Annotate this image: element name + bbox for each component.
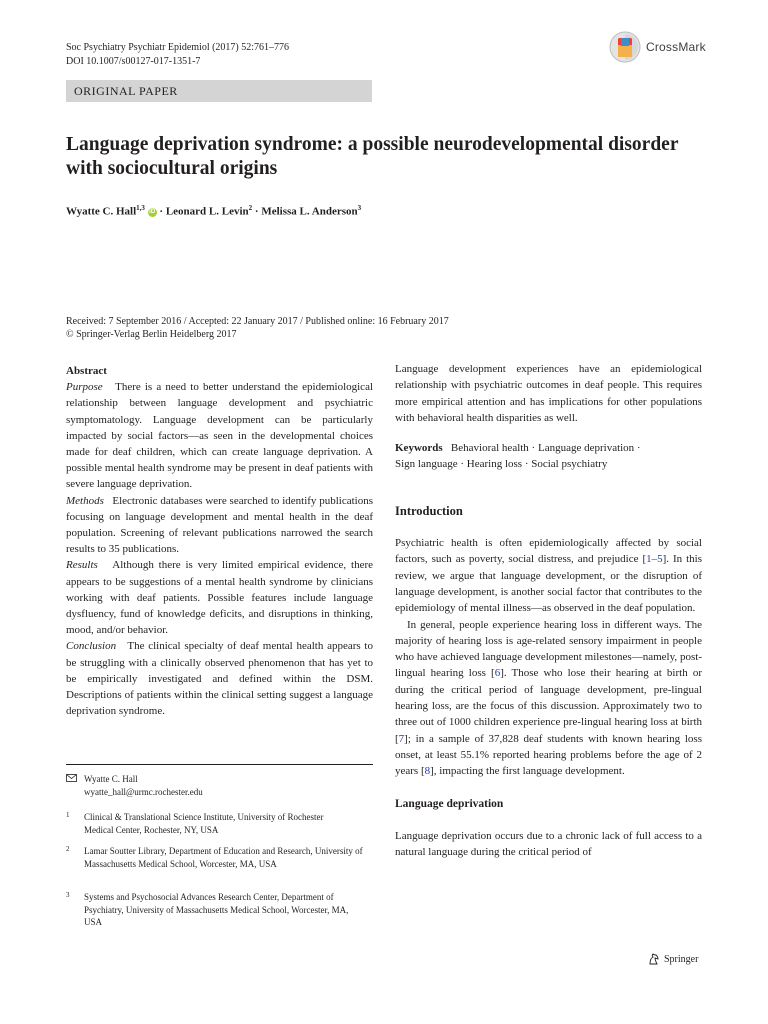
crossmark-icon xyxy=(609,31,641,63)
citation-link[interactable]: 7 xyxy=(398,732,405,745)
publisher-name: Springer xyxy=(664,953,699,965)
correspondence-email[interactable]: wyatte_hall@urmc.rochester.edu xyxy=(84,786,203,797)
affiliation-marker: 3 xyxy=(357,204,362,212)
text-run: ]; in a sample of 37,828 deaf students with known hearing loss onset, at least 55.1% reported hearing problems before the age of 2 years [ xyxy=(395,732,702,778)
affiliation-marker: 2 xyxy=(248,204,253,212)
paper-type-banner xyxy=(66,80,372,102)
results-text: Although there is very limited empirical evidence, there appears to be suggestions of a mental health syndrome by clinicians working with deaf patients. Possible features include language dysfluency, fund of knowledge deficits, and disruptions in thinking, mood, and/or behavior. xyxy=(66,559,373,637)
conclusion-label: Conclusion xyxy=(66,640,117,653)
affiliation-marker: 1,3 xyxy=(136,204,145,212)
envelope-icon xyxy=(66,774,77,782)
language-deprivation-paragraph: Language deprivation occurs due to a chronic lack of full access to a natural language during the critical period of xyxy=(395,829,702,859)
text-run: In general, people experience hearing loss in different ways. The majority of hearing loss is age-related sensory impairment in people who have achieved language development milestones—namely, post-lingual hearing loss [ xyxy=(395,618,702,680)
abstract-results xyxy=(66,557,373,638)
correspondence-name: Wyatte C. Hall xyxy=(84,774,138,784)
body-column xyxy=(395,361,702,860)
publisher-footer xyxy=(647,952,698,966)
language-deprivation-heading: Language deprivation xyxy=(395,797,504,810)
citation-link[interactable]: 8 xyxy=(424,765,431,778)
running-header xyxy=(66,41,289,69)
keywords-line-2: Sign language · Hearing loss · Social psychiatry xyxy=(395,458,608,471)
author-name[interactable]: · Melissa L. Anderson xyxy=(252,205,358,218)
affiliation-number: 3 xyxy=(66,891,70,899)
text-run: ]. In this review, we argue that language development, or the disruption of language development, is another social factor that contributes to the epidemiology of mental illness—as observed in the deaf population. xyxy=(395,553,702,615)
footnote-divider xyxy=(66,764,373,765)
keywords xyxy=(395,440,702,473)
abstract-purpose xyxy=(66,379,373,492)
author-list xyxy=(66,204,361,218)
springer-horse-icon xyxy=(647,952,661,966)
abstract-heading: Abstract xyxy=(66,365,107,377)
intro-paragraph-1 xyxy=(395,535,702,616)
introduction-heading: Introduction xyxy=(395,503,463,518)
crossmark-badge[interactable] xyxy=(609,31,706,63)
copyright: © Springer-Verlag Berlin Heidelberg 2017 xyxy=(66,329,237,340)
purpose-text: There is a need to better understand the epidemiological relationship between language development and psychiatric symptomatology. Language development can be particularly impacted by social factors—as seen in the developmental choices made for deaf children, which can create language deprivation. A possible mental health syndrome may be present in deaf patients with severe language deprivation. xyxy=(66,381,374,491)
affiliation-number: 1 xyxy=(66,811,70,819)
citation-link[interactable]: 6 xyxy=(494,667,501,680)
publication-dates xyxy=(66,315,449,341)
author-name[interactable]: Wyatte C. Hall xyxy=(66,205,137,218)
conclusion-text: The clinical specialty of deaf mental health appears to be struggling with a clinically observed phenomenon that has yet to be empirically investigated and defined within the DSM. Descriptions of patients within the clinical setting suggest a language deprivation syndrome. xyxy=(66,640,373,718)
journal-citation: Soc Psychiatry Psychiatr Epidemiol (2017) 52:761–776 xyxy=(66,42,290,53)
author-name[interactable]: · Leonard L. Levin xyxy=(156,205,249,218)
history-dates: Received: 7 September 2016 / Accepted: 22 January 2017 / Published online: 16 February 2017 xyxy=(66,316,449,327)
orcid-icon[interactable]: iD xyxy=(149,208,156,215)
citation-link[interactable]: 1–5 xyxy=(646,553,663,566)
intro-paragraph-2 xyxy=(395,617,702,780)
abstract-continued: Language development experiences have an epidemiological relationship with psychiatric outcomes in deaf people. This requires more empirical attention and has implications for other populations with behavioral health disparities as well. xyxy=(395,363,702,424)
results-label: Results xyxy=(66,559,98,572)
paper-type-label: ORIGINAL PAPER xyxy=(74,84,178,98)
affiliation-text: Clinical & Translational Science Institute, University of Rochester Medical Center, Rochester, NY, USA xyxy=(84,812,324,835)
methods-text: Electronic databases were searched to identify publications focusing on language development and mental health in the deaf population. Screening of relevant publications narrowed the search results to 35 publications. xyxy=(66,494,374,556)
abstract-methods xyxy=(66,493,373,558)
abstract-conclusion xyxy=(66,638,373,719)
affiliation-text: Lamar Soutter Library, Department of Education and Research, University of Massachusetts Medical School, Worcester, MA, USA xyxy=(84,846,363,869)
text-run: Psychiatric health is often epidemiologically affected by social factors, such as poverty, social distress, and prejudice [ xyxy=(395,537,702,566)
affiliation-text: Systems and Psychosocial Advances Research Center, Department of Psychiatry, University of Massachusetts Medical School, Worcester, MA, USA xyxy=(84,892,349,927)
correspondence-body xyxy=(84,773,203,798)
text-run: ]. Those who lose their hearing at birth or during the critical period of language development, pre-lingual hearing loss, are the focus of this discussion. Approximately two to three out of 1000 children experience pre-lingual hearing loss at birth [ xyxy=(395,667,702,745)
purpose-label: Purpose xyxy=(66,381,103,394)
abstract-column xyxy=(66,363,373,719)
affiliation-number: 2 xyxy=(66,845,70,853)
methods-label: Methods xyxy=(66,494,104,507)
crossmark-label: CrossMark xyxy=(646,40,706,54)
article-title: Language deprivation syndrome: a possible neurodevelopmental disorder with sociocultural origins xyxy=(66,134,679,179)
doi[interactable]: DOI 10.1007/s00127-017-1351-7 xyxy=(66,56,201,67)
keywords-line-1: Behavioral health · Language deprivation · xyxy=(450,442,641,455)
keywords-label: Keywords xyxy=(395,442,443,455)
text-run: ], impacting the first language development. xyxy=(430,765,625,778)
